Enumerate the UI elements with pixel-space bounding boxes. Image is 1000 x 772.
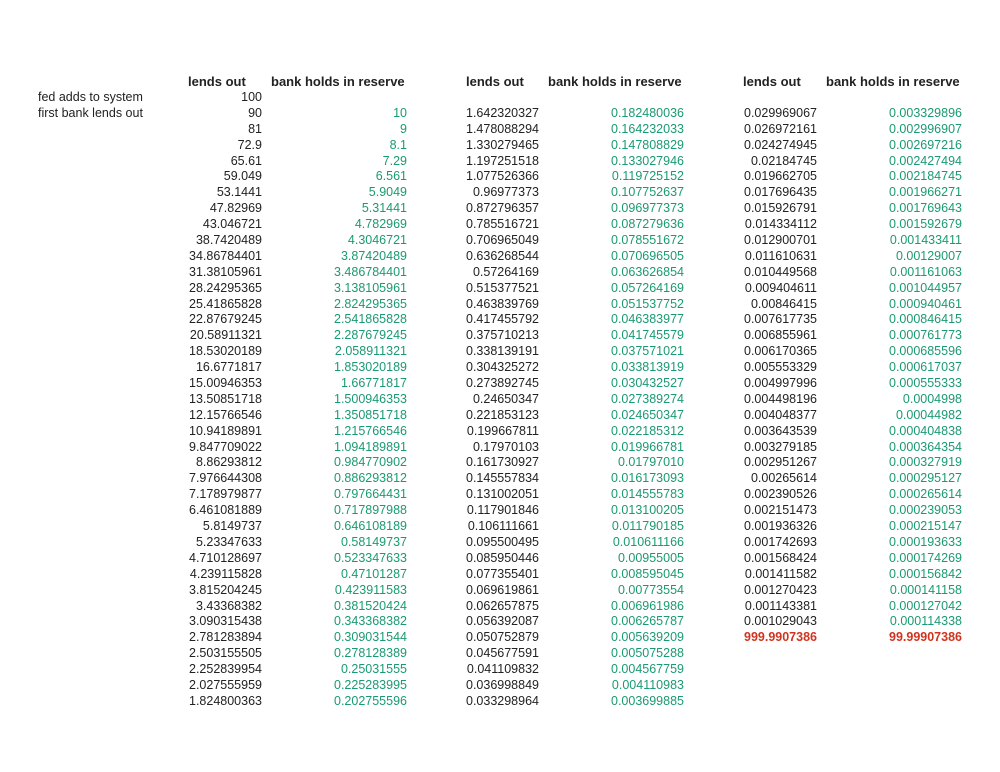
reserve-cell: 0.000685596 — [889, 344, 962, 359]
reserve-cell: 0.886293812 — [334, 471, 407, 486]
lends-out-cell: 0.00265614 — [750, 471, 817, 486]
lends-out-cell: 0.003643539 — [744, 423, 817, 438]
lends-out-cell: 3.815204245 — [189, 582, 262, 597]
reserve-cell: 0.037571021 — [611, 344, 684, 359]
reserve-cell: 0.000404838 — [889, 423, 962, 438]
reserve-cell: 0.008595045 — [611, 566, 684, 581]
lends-out-cell: 28.24295365 — [189, 280, 262, 295]
lends-out-cell: 0.001742693 — [744, 534, 817, 549]
lends-out-cell: 0.005553329 — [744, 360, 817, 375]
reserve-cell: 0.225283995 — [334, 677, 407, 692]
reserve-cell: 0.278128389 — [334, 646, 407, 661]
reserve-cell: 0.078551672 — [611, 233, 684, 248]
row-label-fed-adds: fed adds to system — [38, 90, 143, 104]
reserve-cell: 4.3046721 — [347, 233, 407, 248]
lends-out-cell: 2.781283894 — [189, 630, 262, 645]
total-cell: 999.9907386 — [744, 630, 817, 645]
lends-out-cell: 1.642320327 — [466, 105, 539, 120]
lends-out-cell: 6.461081889 — [189, 503, 262, 518]
reserve-cell: 0.000215147 — [889, 519, 962, 534]
lends-out-cell: 0.002151473 — [744, 503, 817, 518]
lends-out-cell: 2.503155505 — [189, 646, 262, 661]
lends-out-cell: 22.87679245 — [189, 312, 262, 327]
reserve-cell: 0.004110983 — [611, 677, 684, 692]
reserve-cell: 0.00044982 — [895, 407, 962, 422]
lends-out-cell: 0.57264169 — [472, 264, 539, 279]
lends-out-cell: 0.17970103 — [472, 439, 539, 454]
lends-out-cell: 0.006855961 — [744, 328, 817, 343]
reserve-cell: 0.107752637 — [611, 185, 684, 200]
lends-out-cell: 0.015926791 — [744, 201, 817, 216]
reserve-cell: 0.033813919 — [611, 360, 684, 375]
reserve-cell: 0.000761773 — [889, 328, 962, 343]
reserve-cell: 0.646108189 — [334, 519, 407, 534]
reserve-cell: 0.797664431 — [334, 487, 407, 502]
header-reserve-2: bank holds in reserve — [548, 74, 682, 89]
reserve-cell: 0.070696505 — [611, 248, 684, 263]
reserve-cell: 2.058911321 — [334, 344, 407, 359]
lends-out-cell: 0.273892745 — [466, 376, 539, 391]
lends-out-cell: 0.012900701 — [744, 233, 817, 248]
lends-out-cell: 0.009404611 — [744, 280, 817, 295]
lends-out-cell: 59.049 — [223, 169, 262, 184]
lends-out-cell: 4.239115828 — [189, 566, 262, 581]
lends-out-cell: 0.004048377 — [744, 407, 817, 422]
reserve-cell: 0.019966781 — [611, 439, 684, 454]
lends-out-cell: 1.824800363 — [189, 693, 262, 708]
lends-out-cell: 0.095500495 — [466, 534, 539, 549]
reserve-cell: 0.022185312 — [611, 423, 684, 438]
lends-out-cell: 0.96977373 — [472, 185, 539, 200]
lends-out-cell: 13.50851718 — [189, 391, 262, 406]
reserve-cell: 0.000617037 — [889, 360, 962, 375]
lends-out-cell: 15.00946353 — [189, 376, 262, 391]
lends-out-cell: 0.014334112 — [744, 217, 817, 232]
lends-out-cell: 0.001936326 — [744, 519, 817, 534]
lends-out-cell: 8.86293812 — [195, 455, 262, 470]
reserve-cell: 0.013100205 — [611, 503, 684, 518]
reserve-cell: 0.000141158 — [889, 582, 962, 597]
reserve-cell: 6.561 — [375, 169, 407, 184]
reserve-cell: 3.87420489 — [340, 248, 407, 263]
reserve-cell: 0.003329896 — [889, 105, 962, 120]
reserve-cell: 0.000327919 — [889, 455, 962, 470]
reserve-cell: 0.024650347 — [611, 407, 684, 422]
lends-out-cell: 0.050752879 — [466, 630, 539, 645]
reserve-cell: 0.001966271 — [889, 185, 962, 200]
row-label-first-bank: first bank lends out — [38, 105, 143, 120]
reserve-cell: 0.041745579 — [611, 328, 684, 343]
lends-out-cell: 0.011610631 — [744, 248, 817, 263]
reserve-cell: 0.051537752 — [611, 296, 684, 311]
lends-out-cell: 0.001270423 — [744, 582, 817, 597]
lends-out-cell: 0.006170365 — [744, 344, 817, 359]
reserve-cell: 0.000940461 — [889, 296, 962, 311]
reserve-cell: 0.000114338 — [889, 614, 962, 629]
lends-out-cell: 9.847709022 — [189, 439, 262, 454]
reserve-cell: 0.016173093 — [611, 471, 684, 486]
lends-out-cell: 1.478088294 — [466, 121, 539, 136]
reserve-cell: 0.063626854 — [611, 264, 684, 279]
lends-out-cell: 43.046721 — [202, 217, 262, 232]
reserve-cell: 0.381520424 — [334, 598, 407, 613]
lends-out-cell: 0.026972161 — [744, 121, 817, 136]
reserve-cell: 10 — [393, 105, 407, 120]
lends-out-cell: 81 — [248, 121, 262, 136]
lends-out-cell: 0.872796357 — [466, 201, 539, 216]
lends-out-cell: 0.145557834 — [466, 471, 539, 486]
reserve-cell: 5.9049 — [368, 185, 407, 200]
header-reserve-3: bank holds in reserve — [826, 74, 960, 89]
reserve-cell: 0.00129007 — [895, 248, 962, 263]
reserve-cell: 0.030432527 — [611, 376, 684, 391]
column-reserve-2 — [564, 90, 684, 710]
reserve-cell: 0.523347633 — [334, 550, 407, 565]
lends-out-cell: 7.178979877 — [189, 487, 262, 502]
lends-out-cell: 0.010449568 — [744, 264, 817, 279]
lends-out-cell: 0.161730927 — [466, 455, 539, 470]
reserve-cell: 0.25031555 — [340, 662, 407, 677]
reserve-cell: 0.423911583 — [334, 582, 407, 597]
reserve-cell: 0.006961986 — [611, 598, 684, 613]
lends-out-cell: 0.001411582 — [744, 566, 817, 581]
lends-out-cell: 90 — [248, 105, 262, 120]
lends-out-cell: 0.199667811 — [466, 423, 539, 438]
reserve-cell: 0.000156842 — [889, 566, 962, 581]
reserve-cell: 0.000193633 — [889, 534, 962, 549]
reserve-cell: 0.182480036 — [611, 105, 684, 120]
reserve-cell: 0.000846415 — [889, 312, 962, 327]
reserve-cell: 0.133027946 — [611, 153, 684, 168]
reserve-cell: 0.010611166 — [612, 534, 684, 549]
reserve-cell: 0.000555333 — [889, 376, 962, 391]
reserve-cell: 0.046383977 — [611, 312, 684, 327]
reserve-cell: 0.984770902 — [334, 455, 407, 470]
reserve-cell: 0.001161063 — [889, 264, 962, 279]
lends-out-cell: 72.9 — [237, 137, 262, 152]
reserve-cell: 0.47101287 — [340, 566, 407, 581]
reserve-cell: 0.000364354 — [889, 439, 962, 454]
reserve-cell: 0.000295127 — [889, 471, 962, 486]
lends-out-cell: 4.710128697 — [189, 550, 262, 565]
header-lends-out-1: lends out — [188, 74, 246, 89]
lends-out-cell: 25.41865828 — [189, 296, 262, 311]
lends-out-cell: 12.15766546 — [189, 407, 262, 422]
lends-out-cell: 18.53020189 — [189, 344, 262, 359]
lends-out-cell: 0.041109832 — [466, 662, 539, 677]
reserve-cell: 2.824295365 — [334, 296, 407, 311]
reserve-cell: 0.057264169 — [611, 280, 684, 295]
lends-out-cell: 16.6771817 — [195, 360, 262, 375]
lends-out-cell: 0.106111661 — [467, 519, 539, 534]
lends-out-cell: 5.23347633 — [195, 534, 262, 549]
reserve-cell: 4.782969 — [354, 217, 407, 232]
reserve-cell: 1.66771817 — [340, 376, 407, 391]
lends-out-cell: 53.1441 — [216, 185, 262, 200]
lends-out-cell: 3.090315438 — [189, 614, 262, 629]
lends-out-cell: 1.197251518 — [466, 153, 539, 168]
reserve-cell: 1.500946353 — [334, 391, 407, 406]
lends-out-cell — [697, 90, 817, 106]
reserve-cell: 0.000174269 — [889, 550, 962, 565]
reserve-cell: 1.853020189 — [334, 360, 407, 375]
reserve-cell: 0.00955005 — [617, 550, 684, 565]
lends-out-cell: 0.019662705 — [744, 169, 817, 184]
reserve-cell: 0.000265614 — [889, 487, 962, 502]
lends-out-cell: 0.00846415 — [750, 296, 817, 311]
reserve-cell: 8.1 — [389, 137, 407, 152]
lends-out-cell: 0.706965049 — [466, 233, 539, 248]
lends-out-cell: 0.001029043 — [744, 614, 817, 629]
reserve-cell: 0.001044957 — [889, 280, 962, 295]
lends-out-cell: 31.38105961 — [189, 264, 262, 279]
reserve-cell: 0.096977373 — [611, 201, 684, 216]
reserve-cell: 0.000239053 — [889, 503, 962, 518]
lends-out-cell: 0.085950446 — [466, 550, 539, 565]
lends-out-cell: 0.002951267 — [744, 455, 817, 470]
lends-out-cell: 0.24650347 — [472, 391, 539, 406]
reserve-cell: 0.027389274 — [611, 391, 684, 406]
lends-out-cell: 0.375710213 — [466, 328, 539, 343]
reserve-cell: 0.014555783 — [611, 487, 684, 502]
reserve-cell: 0.343368382 — [334, 614, 407, 629]
lends-out-cell: 100 — [241, 90, 262, 104]
lends-out-cell: 0.069619861 — [466, 582, 539, 597]
lends-out-cell: 0.304325272 — [466, 360, 539, 375]
reserve-cell: 1.215766546 — [334, 423, 407, 438]
lends-out-cell: 0.636268544 — [466, 248, 539, 263]
lends-out-cell: 0.785516721 — [466, 217, 539, 232]
lends-out-cell: 0.004997996 — [744, 376, 817, 391]
lends-out-cell: 1.077526366 — [466, 169, 539, 184]
lends-out-cell: 5.8149737 — [202, 519, 262, 534]
reserve-cell: 2.541865828 — [334, 312, 407, 327]
reserve-cell: 1.094189891 — [334, 439, 407, 454]
reserve-cell: 3.486784401 — [334, 264, 407, 279]
reserve-cell: 5.31441 — [361, 201, 407, 216]
header-lends-out-2: lends out — [466, 74, 524, 89]
reserve-cell: 0.005075288 — [611, 646, 684, 661]
reserve-cell: 0.087279636 — [611, 217, 684, 232]
lends-out-cell: 0.036998849 — [466, 677, 539, 692]
lends-out-cell: 0.002390526 — [744, 487, 817, 502]
lends-out-cell: 2.027555959 — [189, 677, 262, 692]
reserve-cell: 0.001433411 — [889, 233, 962, 248]
lends-out-cell: 0.029969067 — [744, 105, 817, 120]
reserve-cell: 0.002697216 — [889, 137, 962, 152]
reserve-cell: 3.138105961 — [334, 280, 407, 295]
reserve-cell: 0.0004998 — [902, 391, 962, 406]
lends-out-cell — [419, 90, 539, 106]
header-lends-out-3: lends out — [743, 74, 801, 89]
reserve-cell: 0.119725152 — [611, 169, 684, 184]
lends-out-cell: 0.001568424 — [744, 550, 817, 565]
reserve-cell: 9 — [400, 121, 407, 136]
reserve-cell: 0.00773554 — [617, 582, 684, 597]
reserve-cell: 0.002427494 — [889, 153, 962, 168]
column-reserve-3 — [842, 90, 962, 646]
reserve-cell: 0.011790185 — [611, 519, 684, 534]
reserve-cell — [287, 90, 407, 106]
lends-out-cell: 1.330279465 — [466, 137, 539, 152]
reserve-cell: 0.000127042 — [889, 598, 962, 613]
reserve-cell: 0.002996907 — [889, 121, 962, 136]
lends-out-cell: 0.056392087 — [466, 614, 539, 629]
reserve-cell: 0.717897988 — [334, 503, 407, 518]
lends-out-cell: 3.43368382 — [195, 598, 262, 613]
lends-out-cell: 0.463839769 — [466, 296, 539, 311]
reserve-cell: 0.202755596 — [334, 693, 407, 708]
lends-out-cell: 0.077355401 — [466, 566, 539, 581]
reserve-cell: 0.003699885 — [611, 693, 684, 708]
lends-out-cell: 0.117901846 — [466, 503, 539, 518]
lends-out-cell: 2.252839954 — [189, 662, 262, 677]
lends-out-cell: 47.82969 — [209, 201, 262, 216]
lends-out-cell: 0.417455792 — [466, 312, 539, 327]
lends-out-cell: 7.976644308 — [189, 471, 262, 486]
lends-out-cell: 38.7420489 — [195, 233, 262, 248]
lends-out-cell: 0.001143381 — [744, 598, 817, 613]
column-lends-out-1 — [142, 90, 262, 710]
reserve-cell: 0.005639209 — [611, 630, 684, 645]
total-cell: 99.99907386 — [889, 630, 962, 645]
lends-out-cell: 10.94189891 — [189, 423, 262, 438]
lends-out-cell: 0.024274945 — [744, 137, 817, 152]
reserve-cell: 0.147808829 — [611, 137, 684, 152]
lends-out-cell: 0.131002051 — [466, 487, 539, 502]
reserve-cell: 0.001592679 — [889, 217, 962, 232]
reserve-cell: 0.001769643 — [889, 201, 962, 216]
lends-out-cell: 0.221853123 — [466, 407, 539, 422]
reserve-cell — [842, 90, 962, 106]
lends-out-cell: 0.515377521 — [466, 280, 539, 295]
column-lends-out-2 — [419, 90, 539, 710]
reserve-cell: 0.164232033 — [611, 121, 684, 136]
lends-out-cell: 20.58911321 — [189, 328, 262, 343]
lends-out-cell: 0.062657875 — [466, 598, 539, 613]
reserve-cell: 0.309031544 — [334, 630, 407, 645]
reserve-cell: 0.58149737 — [340, 534, 407, 549]
reserve-cell: 2.287679245 — [334, 328, 407, 343]
lends-out-cell: 0.003279185 — [744, 439, 817, 454]
header-reserve-1: bank holds in reserve — [271, 74, 405, 89]
column-reserve-1 — [287, 90, 407, 710]
reserve-cell: 0.006265787 — [611, 614, 684, 629]
reserve-cell: 1.350851718 — [334, 407, 407, 422]
lends-out-cell: 0.338139191 — [466, 344, 539, 359]
lends-out-cell: 0.033298964 — [466, 693, 539, 708]
lends-out-cell: 65.61 — [230, 153, 262, 168]
lends-out-cell: 0.007617735 — [744, 312, 817, 327]
lends-out-cell: 0.02184745 — [750, 153, 817, 168]
reserve-cell: 0.002184745 — [889, 169, 962, 184]
lends-out-cell: 0.017696435 — [744, 185, 817, 200]
lends-out-cell: 0.045677591 — [466, 646, 539, 661]
reserve-cell — [564, 90, 684, 106]
lends-out-cell: 0.004498196 — [744, 391, 817, 406]
column-lends-out-3 — [697, 90, 817, 646]
lends-out-cell: 34.86784401 — [189, 248, 262, 263]
reserve-cell: 7.29 — [382, 153, 407, 168]
reserve-cell: 0.004567759 — [611, 662, 684, 677]
reserve-cell: 0.01797010 — [617, 455, 684, 470]
